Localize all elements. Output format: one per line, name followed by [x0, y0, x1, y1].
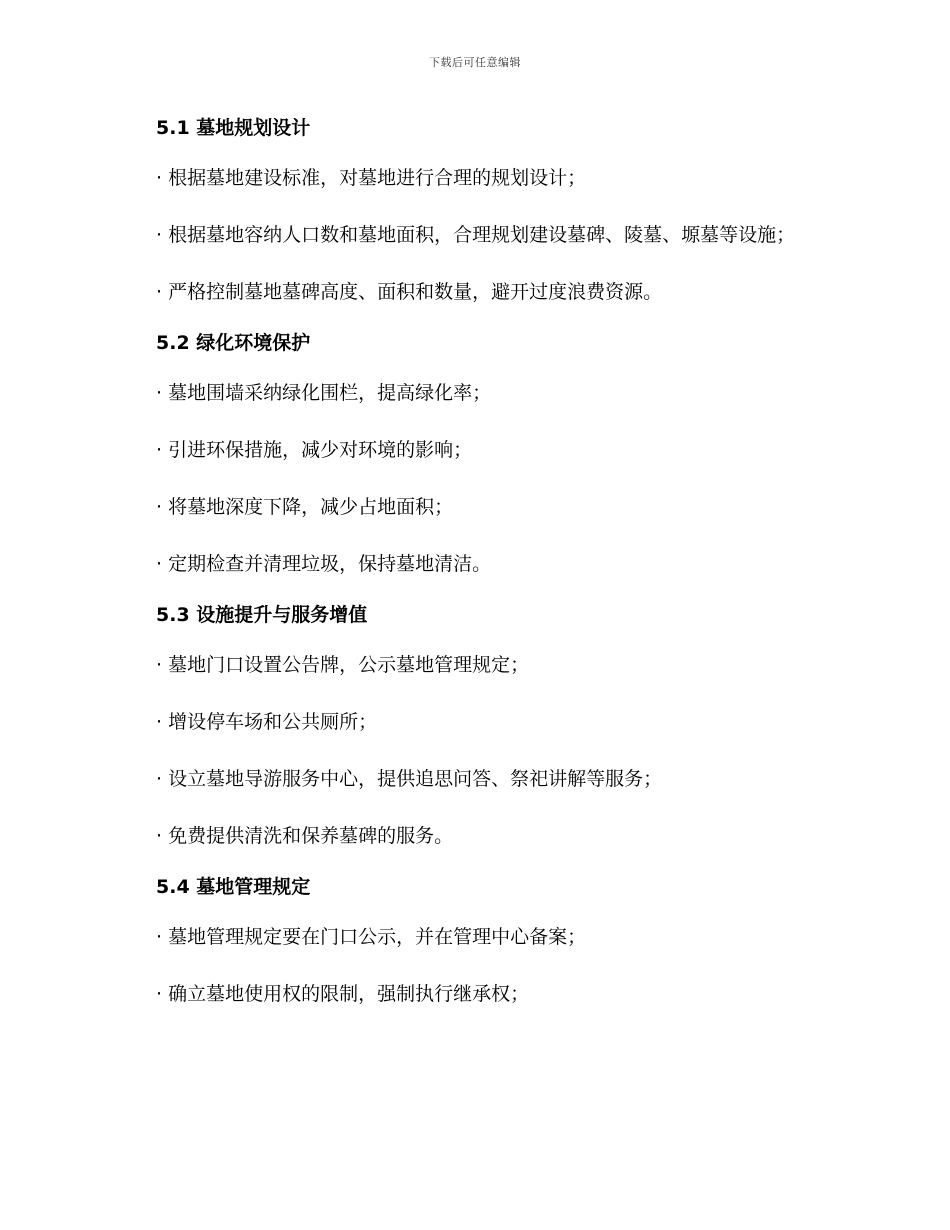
- section-heading: 5.3 设施提升与服务增值: [156, 604, 368, 626]
- section-heading: 5.4 墓地管理规定: [156, 876, 311, 898]
- bullet-item: · 墓地围墙采纳绿化围栏，提高绿化率；: [156, 382, 492, 404]
- bullet-item: · 定期检查并清理垃圾，保持墓地清洁。: [156, 553, 492, 575]
- page-header: 下载后可任意编辑: [429, 56, 521, 69]
- bullet-item: · 墓地门口设置公告牌，公示墓地管理规定；: [156, 654, 530, 676]
- section-heading: 5.2 绿化环境保护: [156, 332, 311, 354]
- section-heading: 5.1 墓地规划设计: [156, 117, 311, 139]
- section-5-3: [112, 599, 827, 859]
- bullet-item: · 严格控制墓地墓碑高度、面积和数量，避开过度浪费资源。: [156, 281, 663, 303]
- bullet-item: · 增设停车场和公共厕所；: [156, 711, 378, 733]
- bullet-item: · 墓地管理规定要在门口公示，并在管理中心备案；: [156, 926, 587, 948]
- document-body: [112, 112, 827, 1017]
- bullet-item: · 引进环保措施，减少对环境的影响；: [156, 439, 473, 461]
- bullet-item: · 根据墓地建设标准，对墓地进行合理的规划设计；: [156, 167, 587, 189]
- bullet-item: · 设立墓地导游服务中心，提供追思问答、祭祀讲解等服务；: [156, 768, 663, 790]
- bullet-item: · 根据墓地容纳人口数和墓地面积，合理规划建设墓碑、陵墓、塬墓等设施；: [156, 224, 796, 246]
- section-5-2: [112, 327, 827, 587]
- section-5-4: [112, 871, 827, 1017]
- bullet-item: · 免费提供清洗和保养墓碑的服务。: [156, 825, 454, 847]
- section-5-1: [112, 112, 827, 315]
- bullet-item: · 将墓地深度下降，减少占地面积；: [156, 496, 454, 518]
- bullet-item: · 确立墓地使用权的限制，强制执行继承权；: [156, 983, 530, 1005]
